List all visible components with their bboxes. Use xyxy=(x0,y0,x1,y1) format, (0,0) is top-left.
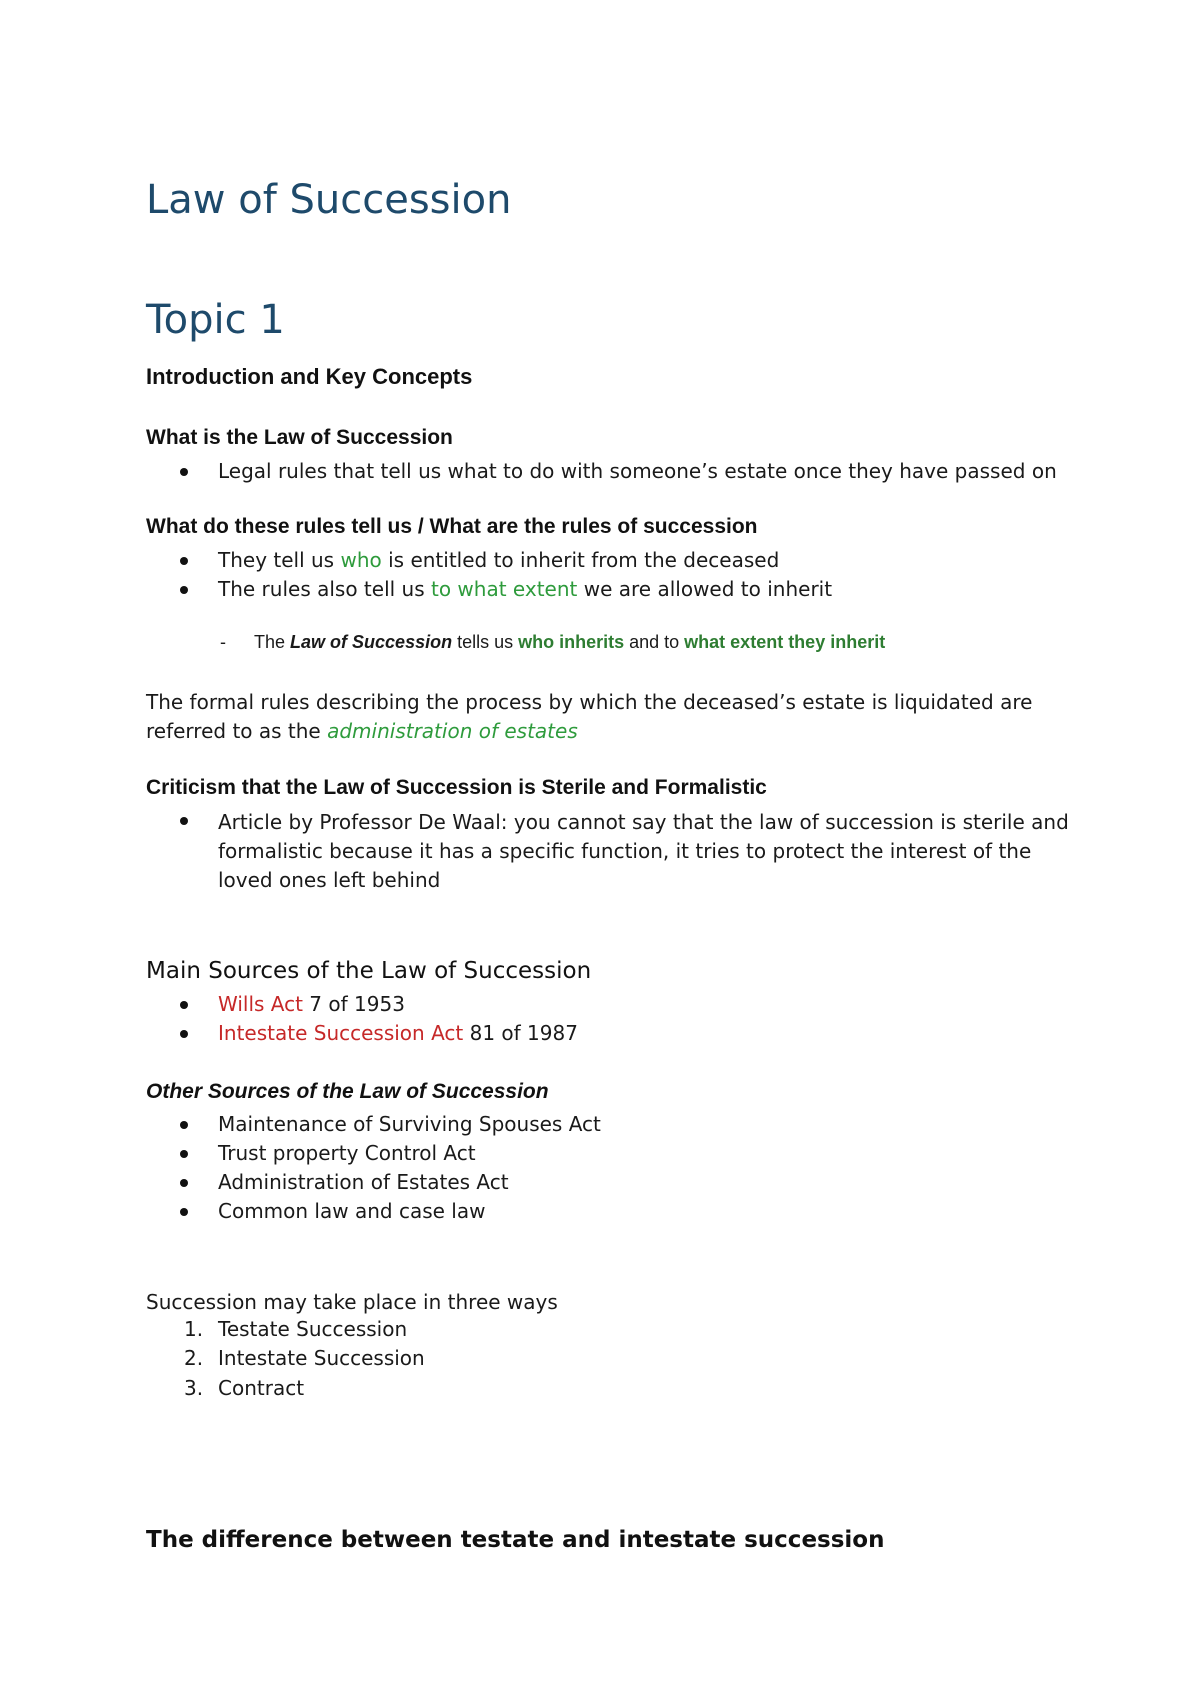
bullet-icon xyxy=(180,1179,188,1187)
criticism-heading: Criticism that the Law of Succession is Sterile and Formalistic xyxy=(146,776,767,799)
main-sources-heading: Main Sources of the Law of Succession xyxy=(146,958,592,984)
ways-intro: Succession may take place in three ways xyxy=(146,1290,558,1314)
bullet-icon xyxy=(180,1030,188,1038)
intro-heading: Introduction and Key Concepts xyxy=(146,364,473,389)
rules-heading: What do these rules tell us / What are the rules of succession xyxy=(146,515,758,538)
bullet-icon xyxy=(180,1001,188,1009)
what-is-heading: What is the Law of Succession xyxy=(146,426,453,449)
document-title: Law of Succession xyxy=(146,177,512,223)
formal-rules-line-1: The formal rules describing the process by which the deceased’s estate is liquidated are xyxy=(146,690,1033,714)
bullet-icon xyxy=(180,586,188,594)
difference-heading: The difference between testate and intestate succession xyxy=(146,1527,885,1553)
bullet-icon xyxy=(180,468,188,476)
topic-heading: Topic 1 xyxy=(146,297,285,343)
bullet-icon xyxy=(180,1150,188,1158)
formal-rules-line-2: referred to as the administration of estates xyxy=(146,719,578,743)
bullet-icon xyxy=(180,817,188,825)
document-page: Law of Succession Topic 1 Introduction and Key Concepts What is the Law of Succession Legal rules that tell us what to do with someone’s estate once they have passed on What do these rules tell us / What are the rules of succession They tell us who is entitled to inherit from the deceased The rules also tell us to what extent we are allowed to inherit - The Law of Succession tells us who inherits and to what extent they inherit The formal rules describing the process by which the deceased’s estate is liquidated are referred to as the administration of estates Criticism that the Law of Succession is Sterile and Formalistic Article by Professor De Waal: you cannot say that the law of succession is sterile and formalistic because it has a specific function, it tries to protect the interest of the loved ones left behind Main Sources of the Law of Succession Wills Act 7 of 1953 Intestate Succession Act 81 of 1987 Other Sources of the Law of Succession Maintenance of Surviving Spouses Act Trust property Control Act Administration of Estates Act Common law and case law Succession may take place in three ways 1. Testate Succession 2. Intestate Succession 3. Contract The difference between testate and intestate succession xyxy=(146,177,1069,1553)
bullet-icon xyxy=(180,1208,188,1216)
bullet-icon xyxy=(180,557,188,565)
bullet-icon xyxy=(180,1121,188,1129)
other-sources-heading: Other Sources of the Law of Succession xyxy=(146,1080,549,1103)
